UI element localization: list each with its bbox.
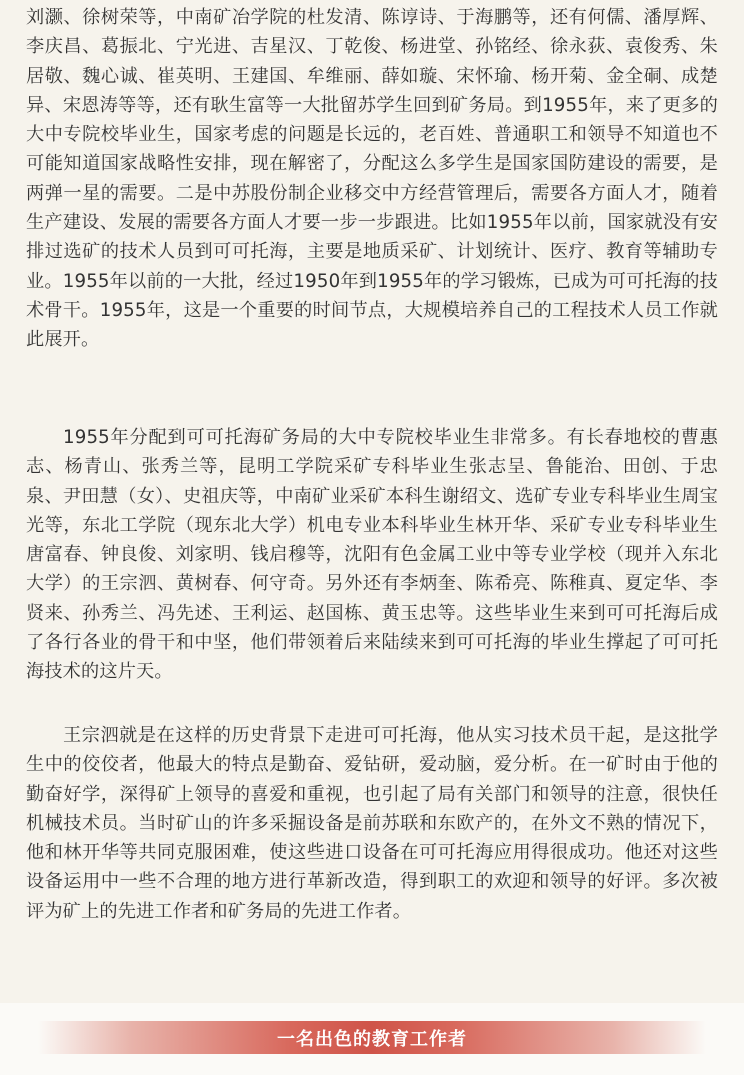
article-paragraph-1: 刘灏、徐树荣等，中南矿冶学院的杜发清、陈谆诗、于海鹏等，还有何儒、潘厚辉、李庆昌、葛振北、宁光进、吉星汉、丁乾俊、杨进堂、孙铭经、徐永荻、袁俊秀、朱居敬、魏心诚、崔英明、王建国、牟维丽、薛如璇、宋怀瑜、杨开菊、金全硐、成楚异、宋恩涛等等，还有耿生富等一大批留苏学生回到矿务局。到1955年，来了更多的大中专院校毕业生，国家考虑的问题是长远的，老百姓、普通职工和领导不知道也不可能知道国家战略性安排，现在解密了，分配这么多学生是国家国防建设的需要，是两弹一星的需要。二是中苏股份制企业移交中方经营管理后，需要各方面人才，随着生产建设、发展的需要各方面人才要一步一步跟进。比如1955年以前，国家就没有安排过选矿的技术人员到可可托海，主要是地质采矿、计划统计、医疗、教育等辅助专业。1955年以前的一大批，经过1950年到1955年的学习锻炼，已成为可可托海的技术骨干。1955年，这是一个重要的时间节点，大规模培养自己的工程技术人员工作就此展开。 — [26, 7, 718, 351]
section-heading-title: 一名出色的教育工作者 — [277, 1028, 467, 1050]
section-heading-banner — [38, 1021, 706, 1054]
article-paragraph-3: 王宗泗就是在这样的历史背景下走进可可托海，他从实习技术员干起，是这批学生中的佼佼者，他最大的特点是勤奋、爱钻研，爱动脑，爱分析。在一矿时由于他的勤奋好学，深得矿上领导的喜爱和重视，也引起了局有关部门和领导的注意，很快任机械技术员。当时矿山的许多采掘设备是前苏联和东欧产的，在外文不熟的情况下，他和林开华等共同克服困难，使这些进口设备在可可托海应用得很成功。他还对这些设备运用中一些不合理的地方进行革新改造，得到职工的欢迎和领导的好评。多次被评为矿上的先进工作者和矿务局的先进工作者。 — [26, 725, 718, 922]
article-paragraph-2: 1955年分配到可可托海矿务局的大中专院校毕业生非常多。有长春地校的曹惠志、杨青山、张秀兰等，昆明工学院采矿专科毕业生张志呈、鲁能治、田创、于忠泉、尹田慧（女）、史祖庆等，中南矿业采矿本科生谢绍文、选矿专业专科毕业生周宝光等，东北工学院（现东北大学）机电专业本科毕业生林开华、采矿专业专科毕业生唐富春、钟良俊、刘家明、钱启穆等，沈阳有色金属工业中等专业学校（现并入东北大学）的王宗泗、黄树春、何守奇。另外还有李炳奎、陈希亮、陈稚真、夏定华、李贤来、孙秀兰、冯先述、王利运、赵国栋、黄玉忠等。这些毕业生来到可可托海后成了各行各业的骨干和中坚，他们带领着后来陆续来到可可托海的毕业生撑起了可可托海技术的这片天。 — [26, 427, 718, 683]
